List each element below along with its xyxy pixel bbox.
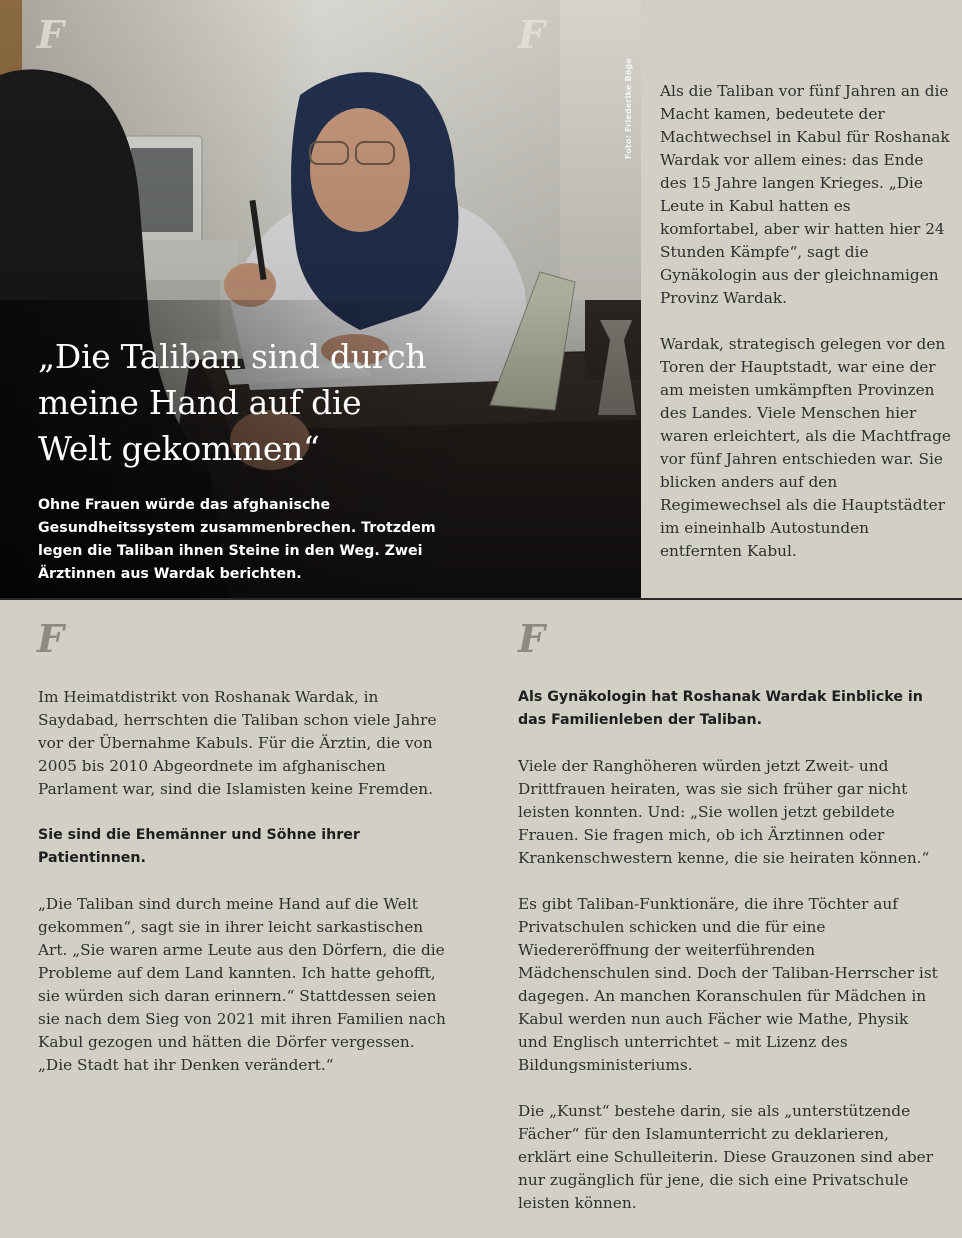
paragraph: Wardak, strategisch gelegen vor den Toren der Hauptstadt, war eine der am meisten umkämpften Provinzen des Landes. Viele Menschen hier waren erleichtert, als die Machtfrage vor fünf Jahren entschieden war. Sie blicken anders auf den Regimewechsel als die Hauptstädter im eineinhalb Autostunden entfernten Kabul.: [660, 335, 951, 560]
column-text: [38, 686, 448, 1100]
pull-quote: Als Gynäkologin hat Roshanak Wardak Einblicke in das Familienleben der Taliban.: [518, 689, 923, 728]
headline: „Die Taliban sind durch meine Hand auf die Welt gekommen“: [38, 337, 427, 468]
left-column: [0, 600, 481, 1200]
pull-quote: Sie sind die Ehemänner und Söhne ihrer Patientinnen.: [38, 827, 360, 866]
photo-panel: [0, 0, 641, 598]
paragraph: Viele der Ranghöheren würden jetzt Zweit- und Drittfrauen heiraten, was sie sich früher gar nicht leisten konnten. Und: „Sie wollen jetzt gebildete Frauen. Sie fragen mich, ob ich Ärztinnen oder Krankenschwestern kenne, die sie heiraten können.“: [518, 757, 930, 867]
paragraph: „Die Taliban sind durch meine Hand auf die Welt gekommen“, sagt sie in ihrer leicht sarkastischen Art. „Sie waren arme Leute aus den Dörfern, die die Probleme auf dem Land kannten. Ich hatte gehofft, sie würden sich daran erinnern.“ Stattdessen seien sie nach dem Sieg von 2021 mit ihren Familien nach Kabul gezogen und hätten die Dörfer vergessen. „Die Stadt hat ihr Denken verändert.“: [38, 895, 446, 1074]
faz-logo-icon: F: [518, 616, 545, 661]
right-column: [481, 600, 962, 1212]
paragraph: Als die Taliban vor fünf Jahren an die Macht kamen, bedeutete der Machtwechsel in Kabul für Roshanak Wardak vor allem eines: das Ende des 15 Jahre langen Krieges. „Die Leute in Kabul hatten es komfortabel, aber wir hatten hier 24 Stunden Kämpfe“, sagt die Gynäkologin aus der gleichnamigen Provinz Wardak.: [660, 82, 950, 307]
paragraph: Es gibt Taliban-Funktionäre, die ihre Töchter auf Privatschulen schicken und die für eine Wiedereröffnung der weiterführenden Mädchenschulen sind. Doch der Taliban-Herrscher ist dagegen. An manchen Koranschulen für Mädchen in Kabul werden nun auch Fächer wie Mathe, Physik und Englisch unterrichtet – mit Lizenz des Bildungsministeriums.: [518, 895, 938, 1074]
subheadline: Ohne Frauen würde das afghanische Gesundheitssystem zusammenbrechen. Trotzdem legen die Taliban ihnen Steine in den Weg. Zwei Ärztinnen aus Wardak berichten.: [38, 497, 436, 582]
paragraph: Im Heimatdistrikt von Roshanak Wardak, in Saydabad, herrschten die Taliban schon viele Jahre vor der Übernahme Kabuls. Für die Ärztin, die von 2005 bis 2010 Abgeordnete im afghanischen Parlament war, sind die Islamisten keine Fremden.: [38, 688, 437, 798]
intro-panel: [641, 0, 962, 598]
intro-text: [660, 80, 952, 586]
photo-credit: Foto: Friederike Böge: [624, 58, 633, 160]
faz-logo-icon: F: [37, 616, 64, 661]
faz-logo-icon: F: [37, 12, 64, 57]
faz-logo-icon: F: [518, 12, 545, 57]
column-text: [518, 686, 938, 1238]
paragraph: Die „Kunst“ bestehe darin, sie als „unterstützende Fächer“ für den Islamunterricht zu deklarieren, erklärt eine Schulleiterin. Diese Grauzonen sind aber nur zugänglich für jene, die sich eine Privatschule leisten können.: [518, 1102, 934, 1212]
